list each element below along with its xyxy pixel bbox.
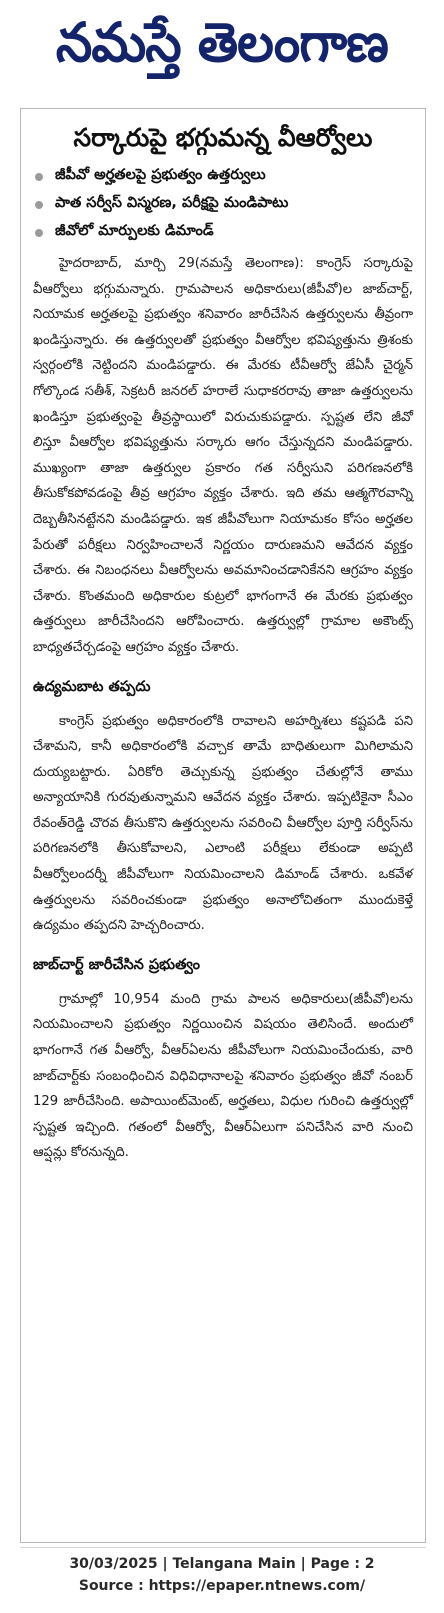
- article-paragraph: గ్రామాల్లో 10,954 మంది గ్రామ పాలన అధికారులు(జీపీవో)లను నియమించాలని ప్రభుత్వం నిర్ణయించిన విషయం తెలిసిందే. అందులో భాగంగానే గత వీఆర్వో, వీఆర్ఏలను జీపీవోలుగా నియమించేందుకు, వారి జాబ్‌చార్ట్‌కు సంబంధించిన విధివిధానాలపై శనివారం ప్రభుత్వం జీవో నంబర్ 129 జారీచేసింది. అపాయింట్‌మెంట్, అర్హతలు, విధుల గురించి ఉత్తర్వుల్లో స్పష్టత ఇచ్చింది. గతంలో వీఆర్వో, వీఆర్ఏలుగా పనిచేసిన వారి నుంచి ఆప్షన్లు కోరనున్నది.: [33, 991, 413, 1161]
- section-subheading: ఉద్యమబాట తప్పదు: [33, 678, 151, 695]
- article-clipping: [20, 108, 426, 1543]
- highlight-item: [35, 219, 415, 247]
- highlight-text: జీపీవో అర్హతలపై ప్రభుత్వం ఉత్తర్వులు: [55, 167, 266, 183]
- bullet-dot-icon: [35, 173, 43, 181]
- masthead-logo: [14, 8, 430, 78]
- page-footer: [0, 1553, 444, 1597]
- highlight-text: పాత సర్వీస్ విస్మరణ, పరీక్షపై మండిపాటు: [55, 195, 289, 211]
- bullet-dot-icon: [35, 229, 43, 237]
- section-subheading: జాబ్‌చార్ట్ జారీచేసిన ప్రభుత్వం: [33, 956, 200, 973]
- highlight-list: [35, 163, 415, 247]
- article-paragraph: కాంగ్రెస్ ప్రభుత్వం అధికారంలోకి రావాలని అహర్నిశలు కష్టపడి పని చేశామని, కానీ అధికారంలోకి వచ్చాక తామే బాధితులుగా మిగిలామని దుయ్యబట్టారు. ఏరికోరి తెచ్చుకున్న ప్రభుత్వం చేతుల్లోనే తాము అన్యాయానికి గురవుతున్నామని ఆవేదన వ్యక్తం చేశారు. ఇప్పటికైనా సీఎం రేవంత్‌రెడ్డి చొరవ తీసుకొని ఉత్తర్వులను సవరించి వీఆర్వోల పూర్తి సర్వీస్‌ను పరిగణనలోకి తీసుకోవాలని, ఎలాంటి పరీక్షలు లేకుండా అప్పటి వీఆర్వోలందర్నీ జీపీవోలుగా నియమించాలని డిమాండ్ చేశారు. ఒకవేళ ఉత్తర్వులను సవరించకుండా ప్రభుత్వం అనాలోచితంగా ముందుకెళ్తే ఉద్యమం తప్పదని హెచ్చరించారు.: [33, 713, 413, 934]
- newspaper-name: నమస్తే తెలంగాణ: [56, 11, 388, 74]
- bullet-dot-icon: [35, 201, 43, 209]
- footer-divider: [20, 1547, 426, 1548]
- highlight-text: జీవోలో మార్పులకు డిమాండ్: [55, 223, 214, 239]
- highlight-item: [35, 163, 415, 191]
- article-headline: సర్కారుపై భగ్గుమన్న వీఆర్వోలు: [73, 123, 373, 152]
- highlight-item: [35, 191, 415, 219]
- edition-info: 30/03/2025 | Telangana Main | Page : 2: [69, 1556, 375, 1572]
- source-url: Source : https://epaper.ntnews.com/: [78, 1578, 366, 1594]
- article-paragraph: హైదరాబాద్, మార్చి 29(నమస్తే తెలంగాణ): కాంగ్రెస్ సర్కారుపై వీఆర్వోలు భగ్గుమన్నారు. గ్రామపాలన అధికారులు(జీపీవో)ల జాబ్‌చార్ట్, నియామక అర్హతలపై ప్రభుత్వం శనివారం జారీచేసిన ఉత్తర్వులను తీవ్రంగా ఖండిస్తున్నారు. ఈ ఉత్తర్వులతో ప్రభుత్వం వీఆర్వోల భవిష్యత్తును త్రిశంకు స్వర్గంలోకి నెట్టిందని మండిపడ్డారు. ఈ మేరకు టీవీఆర్వో జేఏసీ చైర్మన్ గోల్కొండ సతీశ్, సెక్రటరీ జనరల్ హరాలే సుధాకరరావు తాజా ఉత్తర్వులను ఖండిస్తూ ప్రభుత్వంపై తీవ్రస్థాయిలో విరుచుకుపడ్డారు. స్పష్టత లేని జీవో లిస్తూ వీఆర్వోల భవిష్యత్తును సర్కారు ఆగం చేస్తున్నదని మండిపడ్డారు. ముఖ్యంగా తాజా ఉత్తర్వుల ప్రకారం గత సర్వీసుని పరిగణనలోకి తీసుకోకపోవడంపై తీవ్ర ఆగ్రహం వ్యక్తం చేశారు. ఇది తమ ఆత్మగౌరవాన్ని దెబ్బతీసినట్టేనని మండిపడ్డారు. ఇక జీపీవోలుగా నియామకం కోసం అర్హతల పేరుతో పరీక్షలు నిర్వహించాలనే నిర్ణయం దారుణమని ఆవేదన వ్యక్తం చేశారు. ఈ నిబంధనలు వీఆర్వోలను అవమానించడానికేనని ఆగ్రహం వ్యక్తం చేశారు. కొంతమంది అధికారుల కుట్రలో భాగంగానే ఈ మేరకు ప్రభుత్వం ఉత్తర్వులు జారీచేసిందని ఆరోపించారు. ఉత్తర్వుల్లో గ్రామాల అకౌంట్స్ బాధ్యతచేర్చడంపై ఆగ్రహం వ్యక్తం చేశారు.: [33, 256, 413, 655]
